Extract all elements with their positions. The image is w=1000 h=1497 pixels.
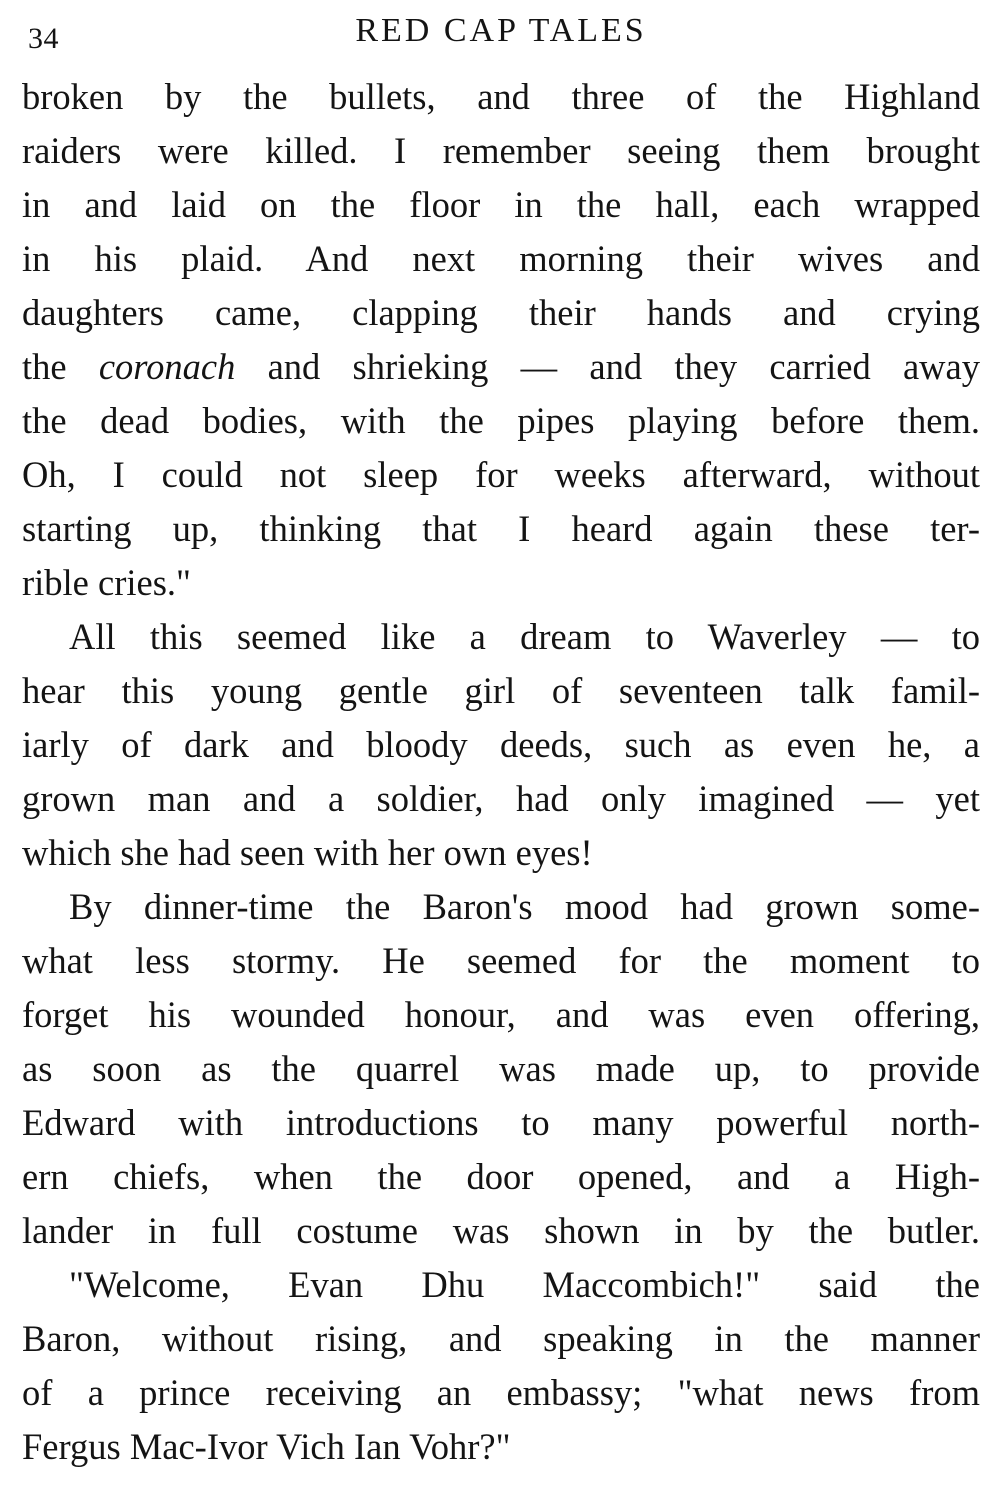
text-line: in his plaid. And next morning their wives and	[22, 238, 980, 279]
paragraph-1	[22, 70, 980, 610]
text-line: Oh, I could not sleep for weeks afterward, without	[22, 454, 980, 495]
text-line-with-italic: the coronach and shrieking — and they carried away	[22, 346, 980, 387]
running-head	[22, 8, 980, 70]
book-page	[22, 8, 980, 1488]
page-number: 34	[28, 22, 59, 55]
text-line: forget his wounded honour, and was even offering,	[22, 994, 980, 1035]
text-line: grown man and a soldier, had only imagined — yet	[22, 778, 980, 819]
text-line: in and laid on the floor in the hall, each wrapped	[22, 184, 980, 225]
text-line: of a prince receiving an embassy; "what news from	[22, 1372, 980, 1413]
text-line: Edward with introductions to many powerful north-	[22, 1102, 980, 1143]
text-line: "Welcome, Evan Dhu Maccombich!" said the	[69, 1264, 980, 1305]
text-line: By dinner-time the Baron's mood had grown some-	[69, 886, 980, 927]
text-line: rible cries."	[22, 562, 191, 603]
text-line: iarly of dark and bloody deeds, such as even he, a	[22, 724, 980, 765]
text-line: broken by the bullets, and three of the Highland	[22, 76, 980, 117]
text-line: Baron, without rising, and speaking in the manner	[22, 1318, 980, 1359]
text-line: hear this young gentle girl of seventeen talk famil-	[22, 670, 980, 711]
text-line: All this seemed like a dream to Waverley — to	[69, 616, 980, 657]
paragraph-4	[22, 1258, 980, 1474]
text-line: the dead bodies, with the pipes playing before them.	[22, 400, 980, 441]
text-line: ern chiefs, when the door opened, and a High-	[22, 1156, 980, 1197]
body-text	[22, 70, 980, 1474]
text-line: lander in full costume was shown in by the butler.	[22, 1210, 980, 1251]
paragraph-2	[22, 610, 980, 880]
running-title: RED CAP TALES	[355, 12, 647, 49]
text-line: raiders were killed. I remember seeing them brought	[22, 130, 980, 171]
text-line: daughters came, clapping their hands and crying	[22, 292, 980, 333]
text-line: what less stormy. He seemed for the moment to	[22, 940, 980, 981]
paragraph-3	[22, 880, 980, 1258]
text-line: as soon as the quarrel was made up, to provide	[22, 1048, 980, 1089]
text-line: Fergus Mac-Ivor Vich Ian Vohr?"	[22, 1426, 511, 1467]
italic-term: coronach	[98, 346, 236, 387]
text-line: which she had seen with her own eyes!	[22, 832, 593, 873]
text-line: starting up, thinking that I heard again these ter-	[22, 508, 980, 549]
